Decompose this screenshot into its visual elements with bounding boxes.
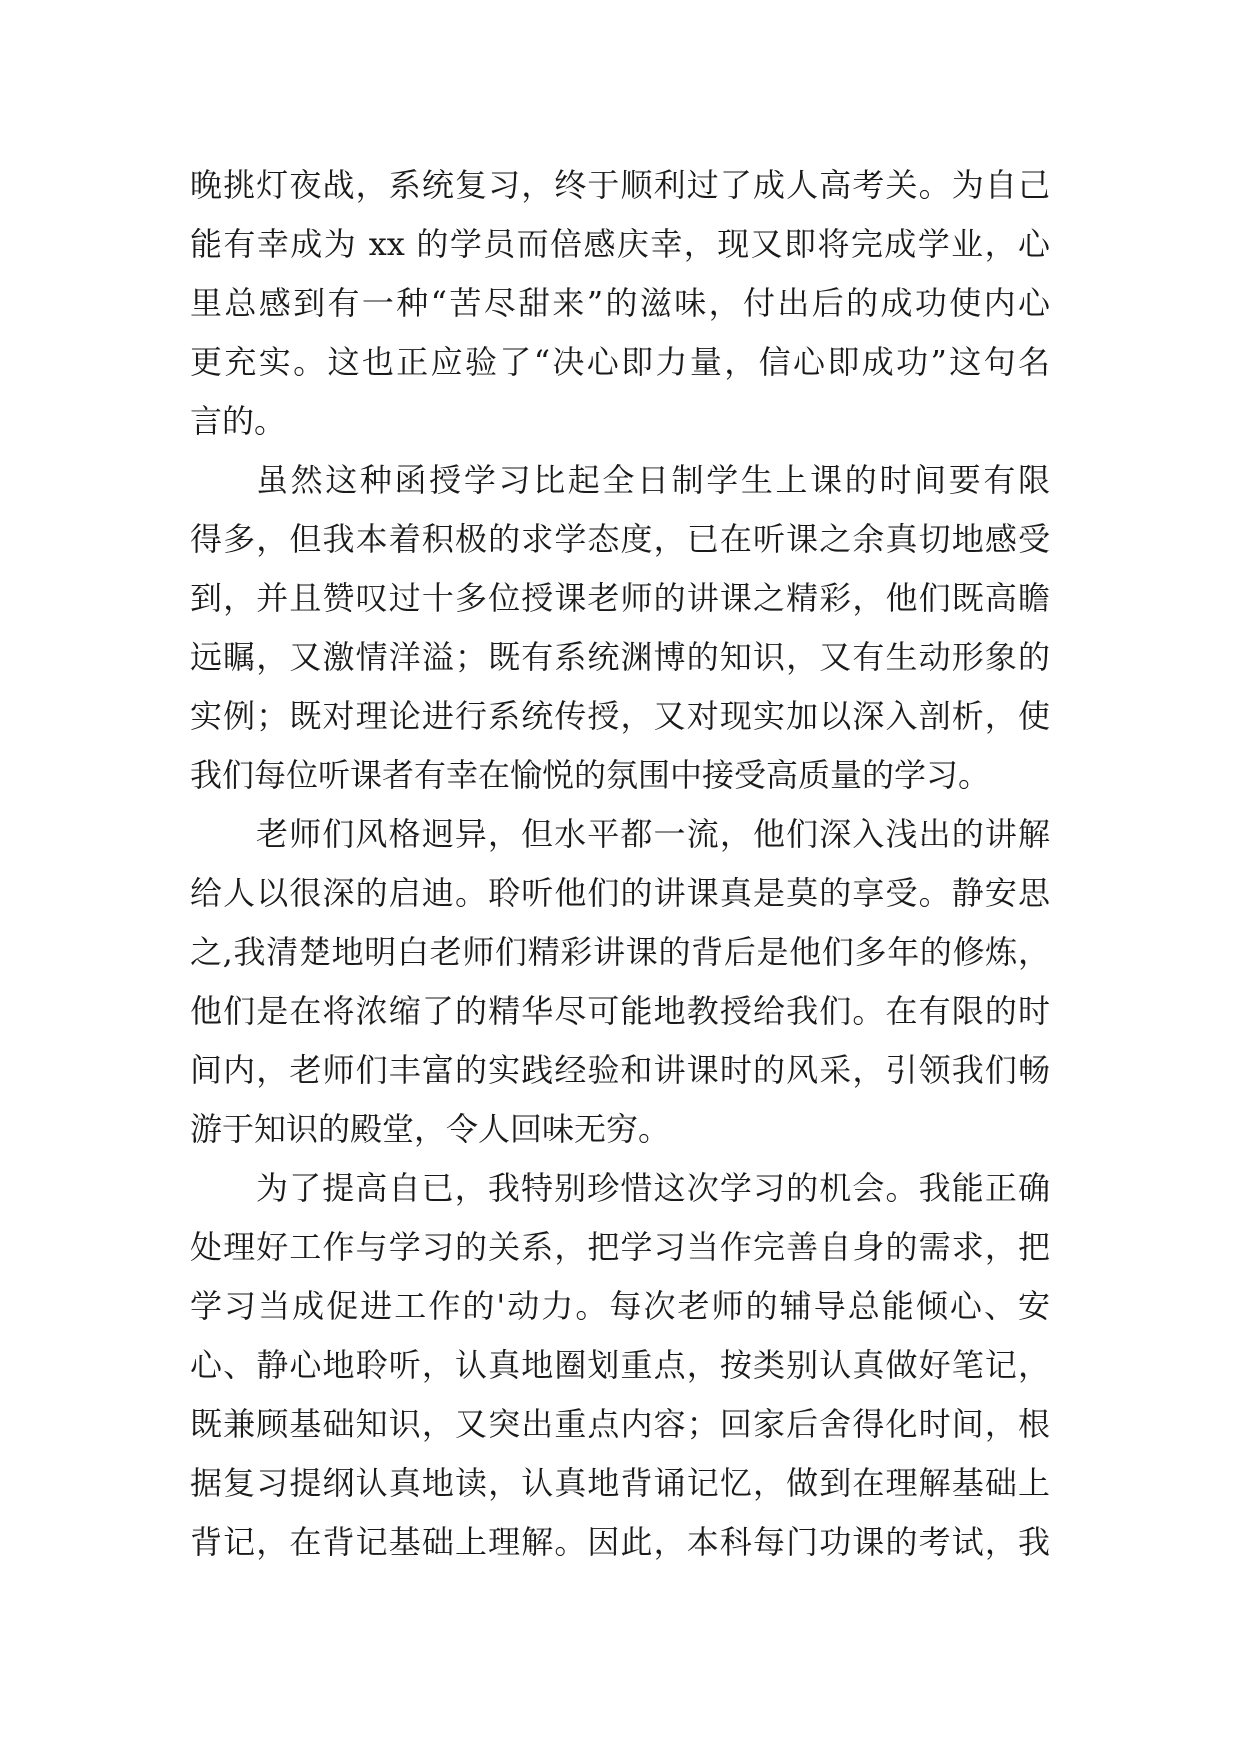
text-line: 既兼顾基础知识，又突出重点内容；回家后舍得化时间，根: [190, 1405, 1050, 1443]
text-line: 晚挑灯夜战，系统复习，终于顺利过了成人高考关。为自己: [190, 166, 1050, 204]
text-line: 他们是在将浓缩了的精华尽可能地教授给我们。在有限的时: [190, 992, 1050, 1030]
text-line: 给人以很深的启迪。聆听他们的讲课真是莫的享受。静安思: [190, 874, 1050, 912]
text-line: 我们每位听课者有幸在愉悦的氛围中接受高质量的学习。: [190, 756, 991, 794]
text-line: 虽然这种函授学习比起全日制学生上课的时间要有限: [256, 461, 1050, 499]
text-line: 更充实。这也正应验了“决心即力量，信心即成功”这句名: [190, 343, 1050, 381]
text-line: 里总感到有一种“苦尽甜来”的滋味，付出后的成功使内心: [190, 284, 1050, 322]
text-line: 学习当成促进工作的'动力。每次老师的辅导总能倾心、安: [190, 1287, 1050, 1325]
text-line: 据复习提纲认真地读，认真地背诵记忆，做到在理解基础上: [190, 1464, 1050, 1502]
document-body: [190, 156, 1050, 1572]
text-line: 得多，但我本着积极的求学态度，已在听课之余真切地感受: [190, 520, 1050, 558]
text-line: 间内，老师们丰富的实践经验和讲课时的风采，引领我们畅: [190, 1051, 1050, 1089]
text-line: 到，并且赞叹过十多位授课老师的讲课之精彩，他们既高瞻: [190, 579, 1050, 617]
text-line: 能有幸成为 xx 的学员而倍感庆幸，现又即将完成学业，心: [190, 225, 1050, 263]
text-line: 实例；既对理论进行系统传授，又对现实加以深入剖析，使: [190, 697, 1050, 735]
text-line: 背记，在背记基础上理解。因此，本科每门功课的考试，我: [190, 1523, 1050, 1561]
text-line: 之,我清楚地明白老师们精彩讲课的背后是他们多年的修炼，: [190, 933, 1050, 971]
text-line: 为了提高自已，我特别珍惜这次学习的机会。我能正确: [256, 1169, 1050, 1207]
text-line: 处理好工作与学习的关系，把学习当作完善自身的需求，把: [190, 1228, 1050, 1266]
text-line: 心、静心地聆听，认真地圈划重点，按类别认真做好笔记，: [190, 1346, 1050, 1384]
text-line: 远瞩，又激情洋溢；既有系统渊博的知识，又有生动形象的: [190, 638, 1050, 676]
text-line: 言的。: [190, 402, 287, 440]
text-line: 老师们风格迥异，但水平都一流，他们深入浅出的讲解: [256, 815, 1050, 853]
text-line: 游于知识的殿堂，令人回味无穷。: [190, 1110, 671, 1148]
